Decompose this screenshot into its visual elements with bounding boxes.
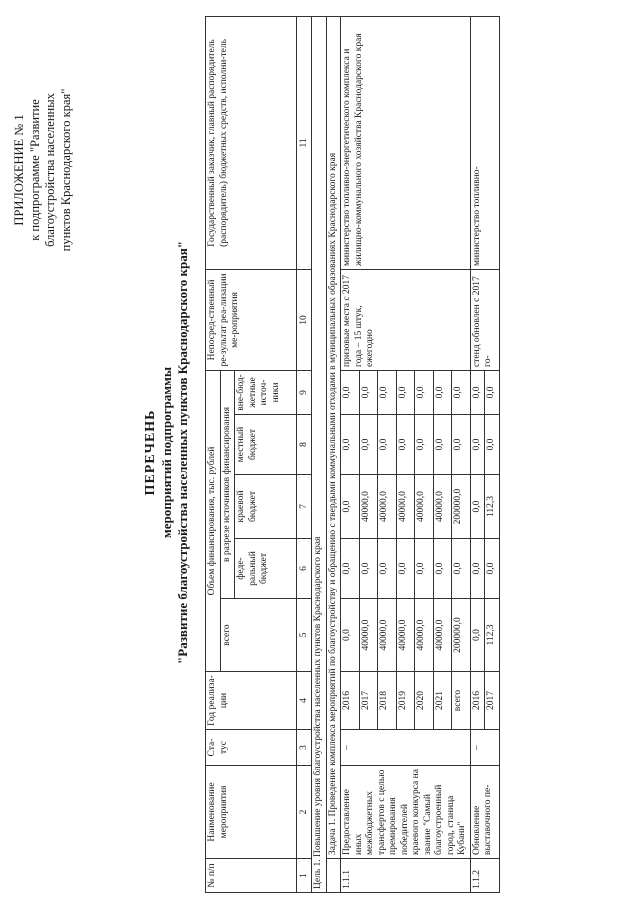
header-regional: краевой бюджет <box>235 475 297 539</box>
item-result: стенд обновлен с 2017 го- <box>470 269 499 370</box>
federal-cell: 0,0 <box>396 539 415 599</box>
table-row <box>341 16 360 892</box>
extra-cell: 0,0 <box>341 370 360 414</box>
col-number: 10 <box>297 269 312 370</box>
col-number: 5 <box>297 599 312 672</box>
goal-row <box>312 16 327 892</box>
appendix-block <box>12 25 74 315</box>
local-cell: 0,0 <box>415 415 434 475</box>
appendix-line-3: благоустройства населенных <box>43 93 57 247</box>
title-sub-2: "Развитие благоустройства населенных пунктов Краснодарского края" <box>175 241 190 664</box>
item-status: – <box>341 730 471 766</box>
col-number: 11 <box>297 16 312 269</box>
header-row-1 <box>206 16 221 892</box>
regional-cell: 40000,0 <box>433 475 452 539</box>
federal-cell: 0,0 <box>452 539 471 599</box>
year-cell: 2019 <box>396 672 415 730</box>
header-by-sources: в разрезе источников финансирования <box>220 370 235 598</box>
col-number: 8 <box>297 415 312 475</box>
local-cell: 0,0 <box>452 415 471 475</box>
extra-cell: 0,0 <box>415 370 434 414</box>
local-cell: 0,0 <box>396 415 415 475</box>
regional-cell: 40000,0 <box>415 475 434 539</box>
regional-cell: 40000,0 <box>359 475 378 539</box>
year-cell: 2016 <box>341 672 360 730</box>
header-local: местный бюджет <box>235 415 297 475</box>
column-numbers-row <box>297 16 312 892</box>
year-cell: всего <box>452 672 471 730</box>
item-num: 1.1.2 <box>470 859 499 893</box>
header-extra: вне-бюд-жетные источ-ники <box>235 370 297 414</box>
item-status: – <box>470 730 499 766</box>
federal-cell: 0,0 <box>341 539 360 599</box>
federal-cell: 0,0 <box>378 539 397 599</box>
col-number: 6 <box>297 539 312 599</box>
document-title <box>142 30 191 875</box>
total-cell: 200000,0 <box>452 599 471 672</box>
extra-cell: 0,0 <box>452 370 471 414</box>
local-cell: 0,0 <box>341 415 360 475</box>
extra-cell: 0,0 <box>433 370 452 414</box>
extra-cell: 0,0 <box>485 370 500 414</box>
year-cell: 2018 <box>378 672 397 730</box>
extra-cell: 0,0 <box>378 370 397 414</box>
col-number: 3 <box>297 730 312 766</box>
table-row <box>470 16 485 892</box>
header-funding: Объем финансирования, тыс. рублей <box>206 370 221 671</box>
extra-cell: 0,0 <box>396 370 415 414</box>
header-status: Ста-тус <box>206 730 297 766</box>
header-year: Год реализа-ции <box>206 672 297 730</box>
col-number: 7 <box>297 475 312 539</box>
measures-table <box>205 16 500 893</box>
col-number: 2 <box>297 766 312 859</box>
item-customer: министерство топливно- <box>470 16 499 269</box>
header-num: № п/п <box>206 859 297 893</box>
total-cell: 40000,0 <box>415 599 434 672</box>
federal-cell: 0,0 <box>359 539 378 599</box>
regional-cell: 0,0 <box>470 475 485 539</box>
year-cell: 2017 <box>359 672 378 730</box>
extra-cell: 0,0 <box>359 370 378 414</box>
year-cell: 2021 <box>433 672 452 730</box>
appendix-line-4: пунктов Краснодарского края" <box>58 88 73 252</box>
total-cell: 112,3 <box>485 599 500 672</box>
header-result: Непосред-ственный ре-зультат реа-лизации ме-роприятия <box>206 269 297 370</box>
task-row <box>326 16 341 892</box>
regional-cell: 40000,0 <box>378 475 397 539</box>
title-sub-1: мероприятий подпрограммы <box>159 366 174 539</box>
total-cell: 40000,0 <box>396 599 415 672</box>
federal-cell: 0,0 <box>470 539 485 599</box>
col-number: 4 <box>297 672 312 730</box>
federal-cell: 0,0 <box>433 539 452 599</box>
header-total: всего <box>220 599 297 672</box>
federal-cell: 0,0 <box>415 539 434 599</box>
total-cell: 0,0 <box>470 599 485 672</box>
col-number: 9 <box>297 370 312 414</box>
header-customer: Государственный заказчик, главный распорядитель (распорядитель) бюджетных средств, исполни-тель <box>206 16 297 269</box>
local-cell: 0,0 <box>378 415 397 475</box>
item-customer: министерство топливно-энергетического комплекса и жилищно-коммунального хозяйства Краснодарского края <box>341 16 471 269</box>
local-cell: 0,0 <box>485 415 500 475</box>
year-cell: 2020 <box>415 672 434 730</box>
total-cell: 0,0 <box>341 599 360 672</box>
year-cell: 2016 <box>470 672 485 730</box>
item-name: Предоставление иных межбюджетных трансфертов с целью премирования победителей краевого конкурса на звание "Самый благоустроенный город, станица Кубани" <box>341 766 471 859</box>
task-text: Задача 1. Проведение комплекса мероприятий по благоустройству и обращению с твердыми коммунальными отходами в муниципальных образованиях Краснодарского края <box>326 16 341 858</box>
extra-cell: 0,0 <box>470 370 485 414</box>
col-number: 1 <box>297 859 312 893</box>
local-cell: 0,0 <box>359 415 378 475</box>
total-cell: 40000,0 <box>359 599 378 672</box>
item-num: 1.1.1 <box>341 859 471 893</box>
total-cell: 40000,0 <box>378 599 397 672</box>
regional-cell: 200000,0 <box>452 475 471 539</box>
goal-text: Цель 1. Повышение уровня благоустройства населенных пунктов Краснодарского края <box>312 16 327 892</box>
appendix-line-1: ПРИЛОЖЕНИЕ № 1 <box>12 114 26 226</box>
regional-cell: 0,0 <box>341 475 360 539</box>
total-cell: 40000,0 <box>433 599 452 672</box>
federal-cell: 0,0 <box>485 539 500 599</box>
item-result: призовые места с 2017 года – 15 штук, ежегодно <box>341 269 471 370</box>
regional-cell: 40000,0 <box>396 475 415 539</box>
item-name: Обновление выставочного пе- <box>470 766 499 859</box>
year-cell: 2017 <box>485 672 500 730</box>
local-cell: 0,0 <box>433 415 452 475</box>
regional-cell: 112,3 <box>485 475 500 539</box>
header-federal: феде-ральный бюджет <box>235 539 297 599</box>
local-cell: 0,0 <box>470 415 485 475</box>
appendix-line-2: к подпрограмме "Развитие <box>27 99 42 241</box>
header-name: Наименование мероприятия <box>206 766 297 859</box>
title-main: ПЕРЕЧЕНЬ <box>143 409 158 496</box>
